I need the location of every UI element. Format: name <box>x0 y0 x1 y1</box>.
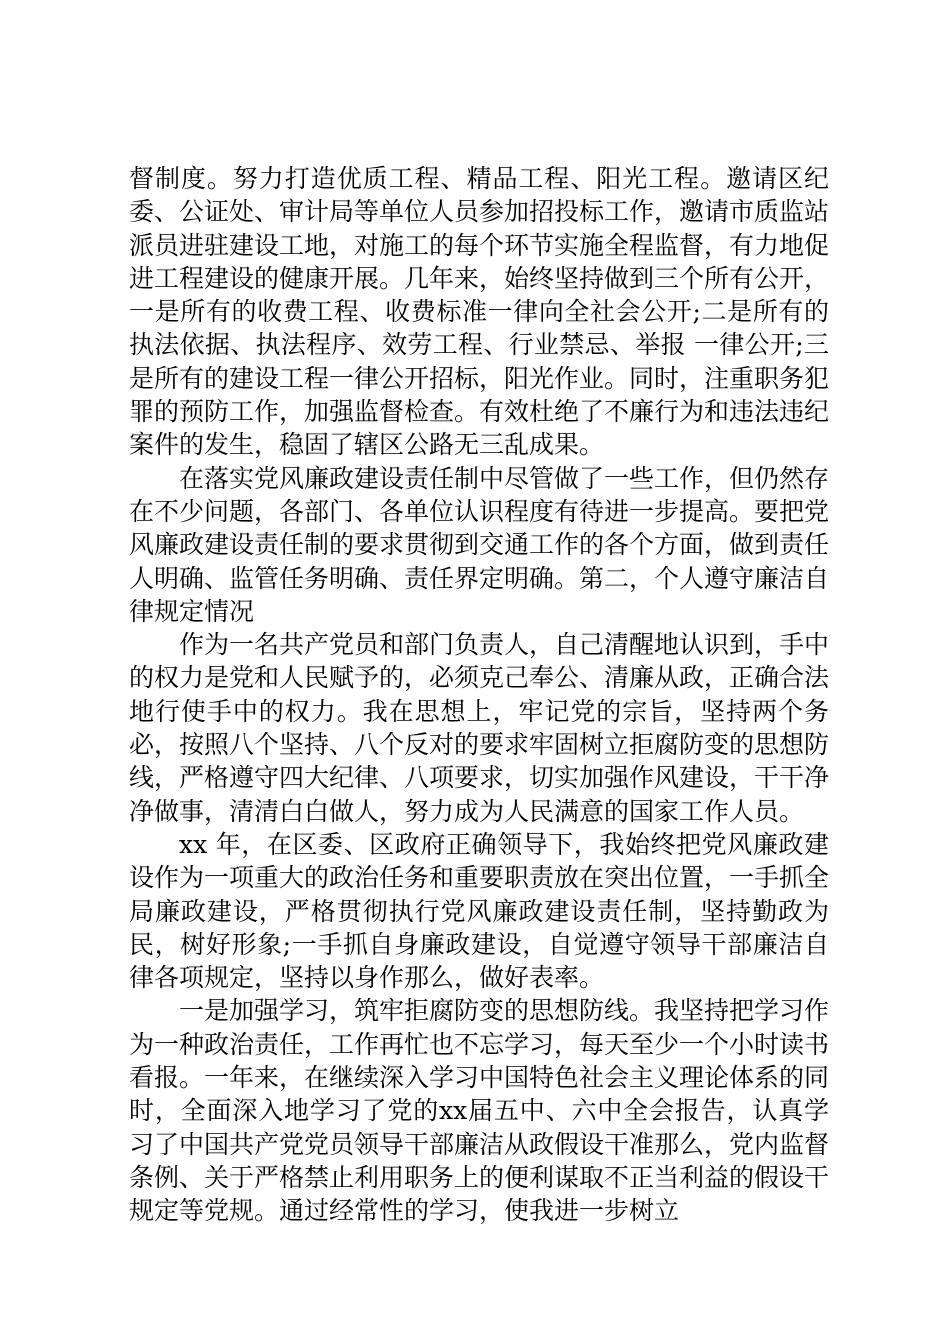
paragraph-party-member-awareness: 作为一名共产党员和部门负责人，自己清醒地认识到，手中的权力是党和人民赋予的，必须克己奉公、清廉从政，正确合法地行使手中的权力。我在思想上，牢记党的宗旨，坚持两个务必，按照八个坚持、八个反对的要求牢固树立拒腐防变的思想防线，严格遵守四大纪律、八项要求，切实加强作风建设，干干净净做事，清清白白做人，努力成为人民满意的国家工作人员。 <box>129 630 830 826</box>
paragraph-strengthen-study: 一是加强学习，筑牢拒腐防变的思想防线。我坚持把学习作为一种政治责任，工作再忙也不忘学习，每天至少一个小时读书看报。一年来，在继续深入学习中国特色社会主义理论体系的同时，全面深入地学习了党的xx届五中、六中全会报告，认真学习了中国共产党党员领导干部廉洁从政假设干准那么，党内监督条例、关于严格禁止利用职务上的便利谋取不正当利益的假设干规定等党规。通过经常性的学习，使我进一步树立 <box>129 996 830 1226</box>
paragraph-annual-work: xx 年，在区委、区政府正确领导下，我始终把党风廉政建设作为一项重大的政治任务和重要职责放在突出位置，一手抓全局廉政建设，严格贯彻执行党风廉政建设责任制，坚持勤政为民，树好形象;一手抓自身廉政建设，自觉遵守领导干部廉洁自律各项规定，坚持以身作那么，做好表率。 <box>129 829 830 993</box>
paragraph-responsibility-problems: 在落实党风廉政建设责任制中尽管做了一些工作，但仍然存在不少问题，各部门、各单位认识程度有待进一步提高。要把党风廉政建设责任制的要求贯彻到交通工作的各个方面，做到责任人明确、监管任务明确、责任界定明确。第二，个人遵守廉洁自律规定情况 <box>129 463 830 626</box>
document-body <box>129 162 829 1228</box>
paragraph-supervision-system: 督制度。努力打造优质工程、精品工程、阳光工程。邀请区纪委、公证处、审计局等单位人员参加招投标工作，邀请市质监站派员进驻建设工地，对施工的每个环节实施全程监督，有力地促进工程建设的健康开展。几年来，始终坚持做到三个所有公开，一是所有的收费工程、收费标准一律向全社会公开;二是所有的执法依据、执法程序、效劳工程、行业禁忌、举报 一律公开;三是所有的建设工程一律公开招标，阳光作业。同时，注重职务犯罪的预防工作，加强监督检查。有效杜绝了不廉行为和违法违纪案件的发生，稳固了辖区公路无三乱成果。 <box>129 164 830 460</box>
